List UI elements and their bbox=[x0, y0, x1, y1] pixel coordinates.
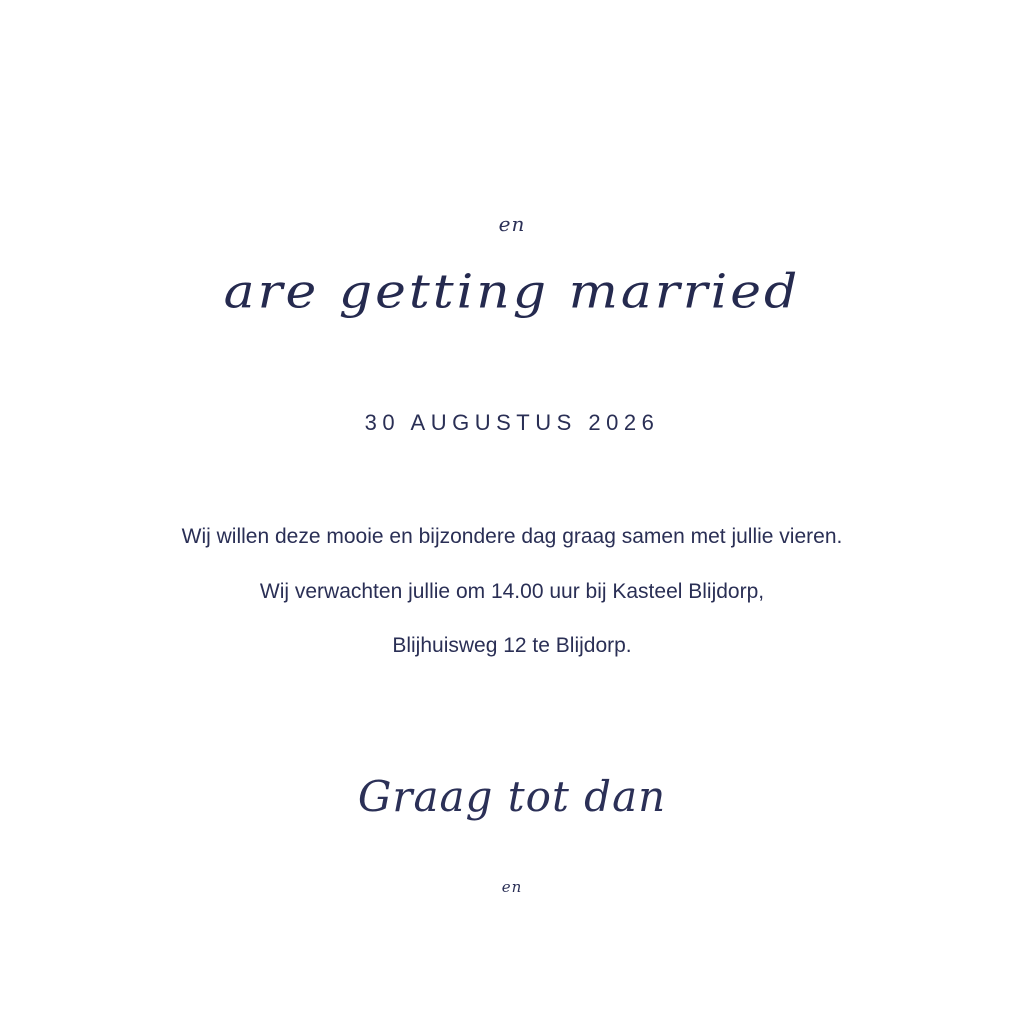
headline-are-getting-married: are getting married bbox=[223, 265, 801, 319]
wedding-date: 30 AUGUSTUS 2026 bbox=[364, 410, 660, 435]
closing-graag-tot-dan: Graag tot dan bbox=[357, 772, 667, 821]
invitation-paragraph-2: Wij verwachten jullie om 14.00 uur bij Kasteel Blijdorp, bbox=[259, 580, 765, 603]
invitation-paragraph-3: Blijhuisweg 12 te Blijdorp. bbox=[392, 634, 632, 657]
invitation-paragraph-1: Wij willen deze mooie en bijzondere dag graag samen met jullie vieren. bbox=[181, 525, 843, 548]
connector-en-top: en bbox=[498, 212, 526, 236]
connector-en-bottom: en bbox=[501, 878, 523, 896]
